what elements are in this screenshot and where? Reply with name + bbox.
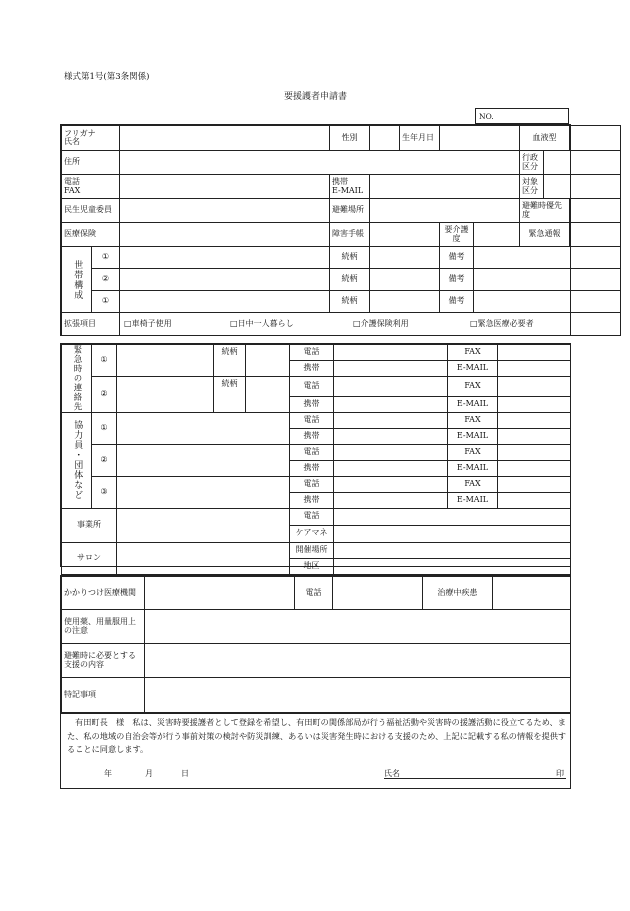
notes-label: 特記事項 bbox=[62, 678, 145, 713]
emergency-1-relation[interactable] bbox=[246, 345, 290, 377]
office-label: 事業所 bbox=[62, 508, 117, 542]
household-2-remarks-label: 備考 bbox=[440, 269, 474, 291]
household-2-relation[interactable] bbox=[370, 269, 440, 291]
household-num-2: ② bbox=[92, 269, 120, 291]
household-num-1: ① bbox=[92, 247, 120, 269]
household-1-name[interactable] bbox=[120, 247, 330, 269]
emergency-1-mobile-label: 携帯 bbox=[290, 361, 334, 377]
cooperator-2-email-label: E-MAIL bbox=[448, 460, 498, 476]
emergency-num-2: ② bbox=[92, 377, 117, 413]
clinic-field[interactable] bbox=[145, 577, 295, 610]
cooperator-1-name[interactable] bbox=[117, 412, 290, 444]
care-manager-field[interactable] bbox=[334, 525, 571, 542]
cooperator-2-phone-label: 電話 bbox=[290, 444, 334, 460]
seal-mark: 印 bbox=[556, 769, 564, 778]
consent-day: 日 bbox=[181, 769, 189, 778]
emergency-2-fax[interactable] bbox=[498, 377, 571, 397]
clinic-label: かかりつけ医療機関 bbox=[62, 577, 145, 610]
household-num-3: ① bbox=[92, 291, 120, 313]
notes-field[interactable] bbox=[145, 678, 571, 713]
page-title: 要援護者申請書 bbox=[284, 92, 348, 102]
emergency-2-email[interactable] bbox=[498, 396, 571, 412]
address-label: 住所 bbox=[62, 151, 120, 175]
cooperator-2-email[interactable] bbox=[498, 460, 571, 476]
emergency-1-mobile[interactable] bbox=[334, 361, 448, 377]
medical-insurance-field[interactable] bbox=[120, 223, 330, 247]
disability-book-field[interactable] bbox=[370, 223, 440, 247]
phone-fax-field[interactable] bbox=[120, 175, 330, 199]
office-field[interactable] bbox=[117, 508, 290, 542]
mobile-email-field[interactable] bbox=[370, 175, 520, 199]
contacts-table bbox=[61, 344, 571, 575]
medicine-field[interactable] bbox=[145, 610, 571, 644]
extension-options bbox=[120, 313, 621, 336]
emergency-2-relation-label: 続柄 bbox=[214, 377, 246, 413]
evacuation-priority-label: 避難時優先度 bbox=[520, 199, 570, 223]
gender-label: 性別 bbox=[330, 126, 370, 151]
emergency-medical-checkbox[interactable]: □緊急医療必要者 bbox=[470, 319, 534, 328]
salon-label: サロン bbox=[62, 542, 117, 574]
district-field[interactable] bbox=[334, 558, 571, 574]
consent-year: 年 bbox=[104, 769, 112, 778]
admin-area-label: 行政区分 bbox=[520, 151, 544, 175]
cooperator-3-phone-label: 電話 bbox=[290, 476, 334, 492]
emergency-1-name[interactable] bbox=[117, 345, 214, 377]
office-phone-label: 電話 bbox=[290, 508, 334, 525]
alone-daytime-checkbox[interactable]: □日中一人暮らし bbox=[230, 319, 294, 328]
household-2-remarks[interactable] bbox=[474, 269, 621, 291]
extension-label: 拡張項目 bbox=[62, 313, 120, 336]
cooperator-2-phone[interactable] bbox=[334, 444, 448, 460]
cooperator-1-mobile[interactable] bbox=[334, 428, 448, 444]
target-category-field[interactable] bbox=[544, 175, 621, 199]
cooperator-2-mobile[interactable] bbox=[334, 460, 448, 476]
cooperator-1-phone[interactable] bbox=[334, 412, 448, 428]
cooperator-num-1: ① bbox=[92, 412, 117, 444]
cooperator-3-mobile[interactable] bbox=[334, 492, 448, 508]
cooperator-3-name[interactable] bbox=[117, 476, 290, 508]
cooperator-2-fax-label: FAX bbox=[448, 444, 498, 460]
emergency-2-name[interactable] bbox=[117, 377, 214, 413]
medical-insurance-label: 医療保険 bbox=[62, 223, 120, 247]
emergency-2-email-label: E-MAIL bbox=[448, 396, 498, 412]
household-1-relation-label: 続柄 bbox=[330, 247, 370, 269]
consent-month: 月 bbox=[145, 769, 153, 778]
emergency-1-fax-label: FAX bbox=[448, 345, 498, 361]
emergency-2-fax-label: FAX bbox=[448, 377, 498, 397]
emergency-1-email[interactable] bbox=[498, 361, 571, 377]
household-3-name[interactable] bbox=[120, 291, 330, 313]
blood-type-label: 血液型 bbox=[520, 126, 570, 151]
household-3-relation[interactable] bbox=[370, 291, 440, 313]
name-field[interactable] bbox=[120, 126, 330, 151]
dob-field[interactable] bbox=[440, 126, 520, 151]
consent-text: 有田町長 様 私は、災害時要援護者として登録を希望し、有田町の関係部局が行う福祉活動や災害時の援護活動に役立てるため、また、私の地域の自治会等が行う事前対策の検討や防災訓練、あるいは災害発生時における支援のため、上記に記載する私の情報を提供することに同意します。 bbox=[67, 717, 567, 754]
clinic-phone-label: 電話 bbox=[295, 577, 333, 610]
evacuation-place-field[interactable] bbox=[370, 199, 520, 223]
form-number: 様式第1号(第3条関係) bbox=[64, 72, 150, 82]
household-3-remarks-label: 備考 bbox=[440, 291, 474, 313]
emergency-num-1: ① bbox=[92, 345, 117, 377]
cooperator-1-fax-label: FAX bbox=[448, 412, 498, 428]
mobile-email-label: 携帯 E-MAIL bbox=[330, 175, 370, 199]
cooperator-2-name[interactable] bbox=[117, 444, 290, 476]
household-3-remarks[interactable] bbox=[474, 291, 621, 313]
cooperator-3-email-label: E-MAIL bbox=[448, 492, 498, 508]
cooperator-3-fax[interactable] bbox=[498, 476, 571, 492]
disease-label: 治療中疾患 bbox=[423, 577, 493, 610]
signature-name-label: 氏名 bbox=[384, 769, 400, 778]
welfare-commissioner-label: 民生児童委員 bbox=[62, 199, 120, 223]
household-1-remarks-label: 備考 bbox=[440, 247, 474, 269]
blood-type-field[interactable] bbox=[570, 126, 621, 151]
salon-field[interactable] bbox=[117, 542, 290, 574]
household-1-remarks[interactable] bbox=[474, 247, 621, 269]
cooperator-3-phone[interactable] bbox=[334, 476, 448, 492]
emergency-2-phone[interactable] bbox=[334, 377, 448, 397]
household-2-name[interactable] bbox=[120, 269, 330, 291]
cooperator-2-fax[interactable] bbox=[498, 444, 571, 460]
care-level-field[interactable] bbox=[474, 223, 520, 247]
cooperator-1-phone-label: 電話 bbox=[290, 412, 334, 428]
household-label: 世帯構成 bbox=[62, 247, 92, 313]
household-2-relation-label: 続柄 bbox=[330, 269, 370, 291]
medicine-label: 使用薬、用量服用上の注意 bbox=[62, 610, 145, 644]
emergency-2-relation[interactable] bbox=[246, 377, 290, 413]
cooperator-num-2: ② bbox=[92, 444, 117, 476]
no-box[interactable] bbox=[475, 108, 569, 124]
emergency-report-label: 緊急通報 bbox=[520, 223, 570, 247]
household-3-relation-label: 続柄 bbox=[330, 291, 370, 313]
cooperator-3-email[interactable] bbox=[498, 492, 571, 508]
support-label: 避難時に必要とする支援の内容 bbox=[62, 644, 145, 678]
cooperator-1-email-label: E-MAIL bbox=[448, 428, 498, 444]
address-field[interactable] bbox=[120, 151, 520, 175]
phone-fax-label: 電話 FAX bbox=[62, 175, 120, 199]
emergency-2-mobile[interactable] bbox=[334, 396, 448, 412]
cooperator-1-mobile-label: 携帯 bbox=[290, 428, 334, 444]
evacuation-priority-field[interactable] bbox=[570, 199, 621, 223]
care-insurance-checkbox[interactable]: □介護保険利用 bbox=[353, 319, 409, 328]
emergency-report-field[interactable] bbox=[570, 223, 621, 247]
household-1-relation[interactable] bbox=[370, 247, 440, 269]
care-level-label: 要介護度 bbox=[440, 223, 474, 247]
dob-label: 生年月日 bbox=[400, 126, 440, 151]
emergency-2-phone-label: 電話 bbox=[290, 377, 334, 397]
emergency-1-relation-label: 続柄 bbox=[214, 345, 246, 377]
cooperator-1-fax[interactable] bbox=[498, 412, 571, 428]
emergency-contact-label: 緊急時の連絡先 bbox=[62, 345, 92, 413]
evacuation-place-label: 避難場所 bbox=[330, 199, 370, 223]
admin-area-field[interactable] bbox=[544, 151, 621, 175]
venue-field[interactable] bbox=[334, 542, 571, 558]
clinic-phone[interactable] bbox=[333, 577, 423, 610]
emergency-1-fax[interactable] bbox=[498, 345, 571, 361]
emergency-1-email-label: E-MAIL bbox=[448, 361, 498, 377]
cooperator-3-fax-label: FAX bbox=[448, 476, 498, 492]
care-manager-label: ケアマネ bbox=[290, 525, 334, 542]
district-label: 地区 bbox=[290, 558, 334, 574]
support-field[interactable] bbox=[145, 644, 571, 678]
medical-table bbox=[61, 576, 571, 713]
office-phone[interactable] bbox=[334, 508, 571, 525]
welfare-commissioner-field[interactable] bbox=[120, 199, 330, 223]
disability-book-label: 障害手帳 bbox=[330, 223, 370, 247]
signature-line[interactable] bbox=[384, 778, 566, 779]
cooperator-1-email[interactable] bbox=[498, 428, 571, 444]
furigana-name-label: フリガナ 氏名 bbox=[62, 126, 120, 151]
cooperator-2-mobile-label: 携帯 bbox=[290, 460, 334, 476]
disease-field[interactable] bbox=[493, 577, 571, 610]
no-label: NO. bbox=[479, 112, 494, 121]
wheelchair-checkbox[interactable]: □車椅子使用 bbox=[124, 319, 172, 328]
applicant-table bbox=[61, 125, 621, 336]
cooperator-3-mobile-label: 携帯 bbox=[290, 492, 334, 508]
venue-label: 開催場所 bbox=[290, 542, 334, 558]
emergency-1-phone[interactable] bbox=[334, 345, 448, 361]
cooperator-label: 協力員・団体など bbox=[62, 412, 92, 508]
gender-field[interactable] bbox=[370, 126, 400, 151]
emergency-2-mobile-label: 携帯 bbox=[290, 396, 334, 412]
cooperator-num-3: ③ bbox=[92, 476, 117, 508]
emergency-1-phone-label: 電話 bbox=[290, 345, 334, 361]
target-category-label: 対象区分 bbox=[520, 175, 544, 199]
